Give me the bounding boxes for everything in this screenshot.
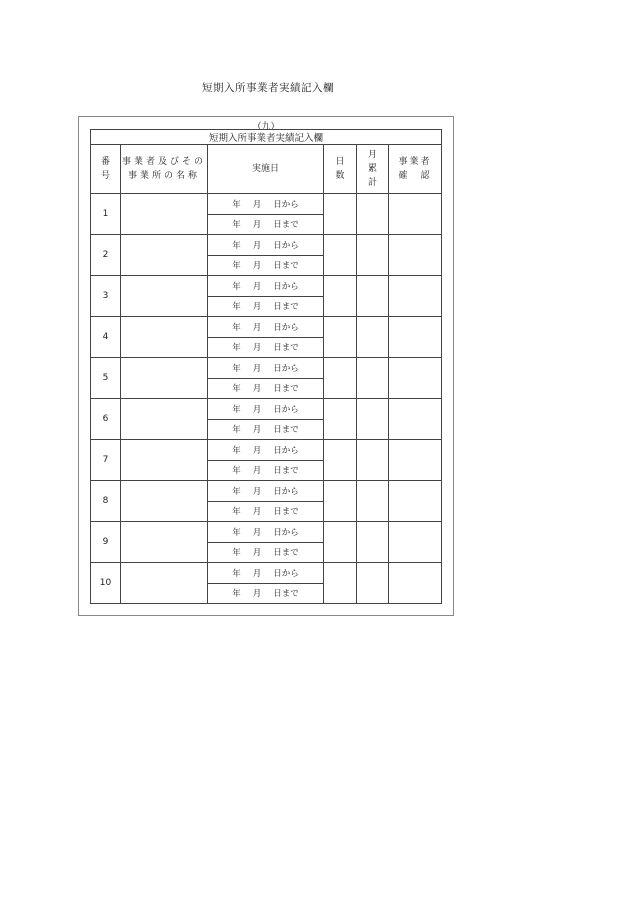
- table-row: [91, 440, 442, 461]
- page-title: 短期入所事業者実績記入欄: [202, 82, 334, 94]
- end-date-cell[interactable]: 年 月 日まで: [208, 296, 324, 317]
- monthly-total-cell[interactable]: [357, 399, 389, 440]
- provider-name-cell[interactable]: [121, 522, 208, 563]
- table-title: 短期入所事業者実績記入欄: [91, 130, 442, 145]
- days-cell[interactable]: [324, 235, 357, 276]
- start-date-cell[interactable]: 年 月 日から: [208, 194, 324, 215]
- provider-name-cell[interactable]: [121, 358, 208, 399]
- start-date-cell[interactable]: 年 月 日から: [208, 481, 324, 502]
- table-row: [91, 194, 442, 215]
- end-date-cell[interactable]: 年 月 日まで: [208, 378, 324, 399]
- table-row: [91, 317, 442, 338]
- row-number: 2: [91, 235, 121, 276]
- row-number: 10: [91, 563, 121, 604]
- monthly-total-header: 月 累 計: [357, 145, 389, 194]
- end-date-cell[interactable]: 年 月 日まで: [208, 460, 324, 481]
- end-date-cell[interactable]: 年 月 日まで: [208, 214, 324, 235]
- row-number: 6: [91, 399, 121, 440]
- days-cell[interactable]: [324, 440, 357, 481]
- row-number: 3: [91, 276, 121, 317]
- start-date-cell[interactable]: 年 月 日から: [208, 358, 324, 379]
- monthly-total-cell[interactable]: [357, 276, 389, 317]
- row-number: 8: [91, 481, 121, 522]
- provider-name-cell[interactable]: [121, 317, 208, 358]
- end-date-cell[interactable]: 年 月 日まで: [208, 419, 324, 440]
- start-date-cell[interactable]: 年 月 日から: [208, 235, 324, 256]
- days-cell[interactable]: [324, 522, 357, 563]
- provider-confirm-cell[interactable]: [389, 358, 442, 399]
- provider-record-table: [90, 129, 442, 604]
- table-row: [91, 522, 442, 543]
- provider-name-cell[interactable]: [121, 235, 208, 276]
- days-cell[interactable]: [324, 194, 357, 235]
- provider-confirm-cell[interactable]: [389, 440, 442, 481]
- start-date-cell[interactable]: 年 月 日から: [208, 276, 324, 297]
- provider-name-cell[interactable]: [121, 563, 208, 604]
- monthly-total-cell[interactable]: [357, 358, 389, 399]
- service-date-header: 実施日: [208, 145, 324, 194]
- table-row: [91, 358, 442, 379]
- end-date-cell[interactable]: 年 月 日まで: [208, 542, 324, 563]
- row-number: 4: [91, 317, 121, 358]
- table-title-row: [91, 130, 442, 145]
- table-row: [91, 276, 442, 297]
- provider-name-cell[interactable]: [121, 481, 208, 522]
- provider-name-cell[interactable]: [121, 276, 208, 317]
- table-row: [91, 399, 442, 420]
- provider-confirm-cell[interactable]: [389, 563, 442, 604]
- start-date-cell[interactable]: 年 月 日から: [208, 522, 324, 543]
- provider-name-cell[interactable]: [121, 194, 208, 235]
- table-row: [91, 481, 442, 502]
- provider-name-cell[interactable]: [121, 399, 208, 440]
- provider-confirm-cell[interactable]: [389, 194, 442, 235]
- provider-confirm-cell[interactable]: [389, 235, 442, 276]
- monthly-total-cell[interactable]: [357, 481, 389, 522]
- days-cell[interactable]: [324, 399, 357, 440]
- provider-confirm-cell[interactable]: [389, 317, 442, 358]
- days-cell[interactable]: [324, 276, 357, 317]
- days-header: 日 数: [324, 145, 357, 194]
- provider-name-cell[interactable]: [121, 440, 208, 481]
- start-date-cell[interactable]: 年 月 日から: [208, 317, 324, 338]
- row-number: 9: [91, 522, 121, 563]
- start-date-cell[interactable]: 年 月 日から: [208, 440, 324, 461]
- end-date-cell[interactable]: 年 月 日まで: [208, 583, 324, 604]
- start-date-cell[interactable]: 年 月 日から: [208, 563, 324, 584]
- header-row: [91, 145, 442, 194]
- provider-confirm-cell[interactable]: [389, 276, 442, 317]
- days-cell[interactable]: [324, 481, 357, 522]
- end-date-cell[interactable]: 年 月 日まで: [208, 255, 324, 276]
- monthly-total-cell[interactable]: [357, 522, 389, 563]
- monthly-total-cell[interactable]: [357, 194, 389, 235]
- end-date-cell[interactable]: 年 月 日まで: [208, 501, 324, 522]
- monthly-total-cell[interactable]: [357, 440, 389, 481]
- days-cell[interactable]: [324, 358, 357, 399]
- provider-confirm-header: 事業者 確 認: [389, 145, 442, 194]
- row-number: 7: [91, 440, 121, 481]
- monthly-total-cell[interactable]: [357, 235, 389, 276]
- days-cell[interactable]: [324, 317, 357, 358]
- section-label: （九）: [252, 122, 280, 132]
- provider-confirm-cell[interactable]: [389, 481, 442, 522]
- table-row: [91, 235, 442, 256]
- days-cell[interactable]: [324, 563, 357, 604]
- end-date-cell[interactable]: 年 月 日まで: [208, 337, 324, 358]
- table-row: [91, 563, 442, 584]
- monthly-total-cell[interactable]: [357, 563, 389, 604]
- start-date-cell[interactable]: 年 月 日から: [208, 399, 324, 420]
- row-number: 5: [91, 358, 121, 399]
- provider-confirm-cell[interactable]: [389, 399, 442, 440]
- provider-name-header: 事業者及びその 事業所の名称: [121, 145, 208, 194]
- monthly-total-cell[interactable]: [357, 317, 389, 358]
- provider-confirm-cell[interactable]: [389, 522, 442, 563]
- number-header: 番 号: [91, 145, 121, 194]
- row-number: 1: [91, 194, 121, 235]
